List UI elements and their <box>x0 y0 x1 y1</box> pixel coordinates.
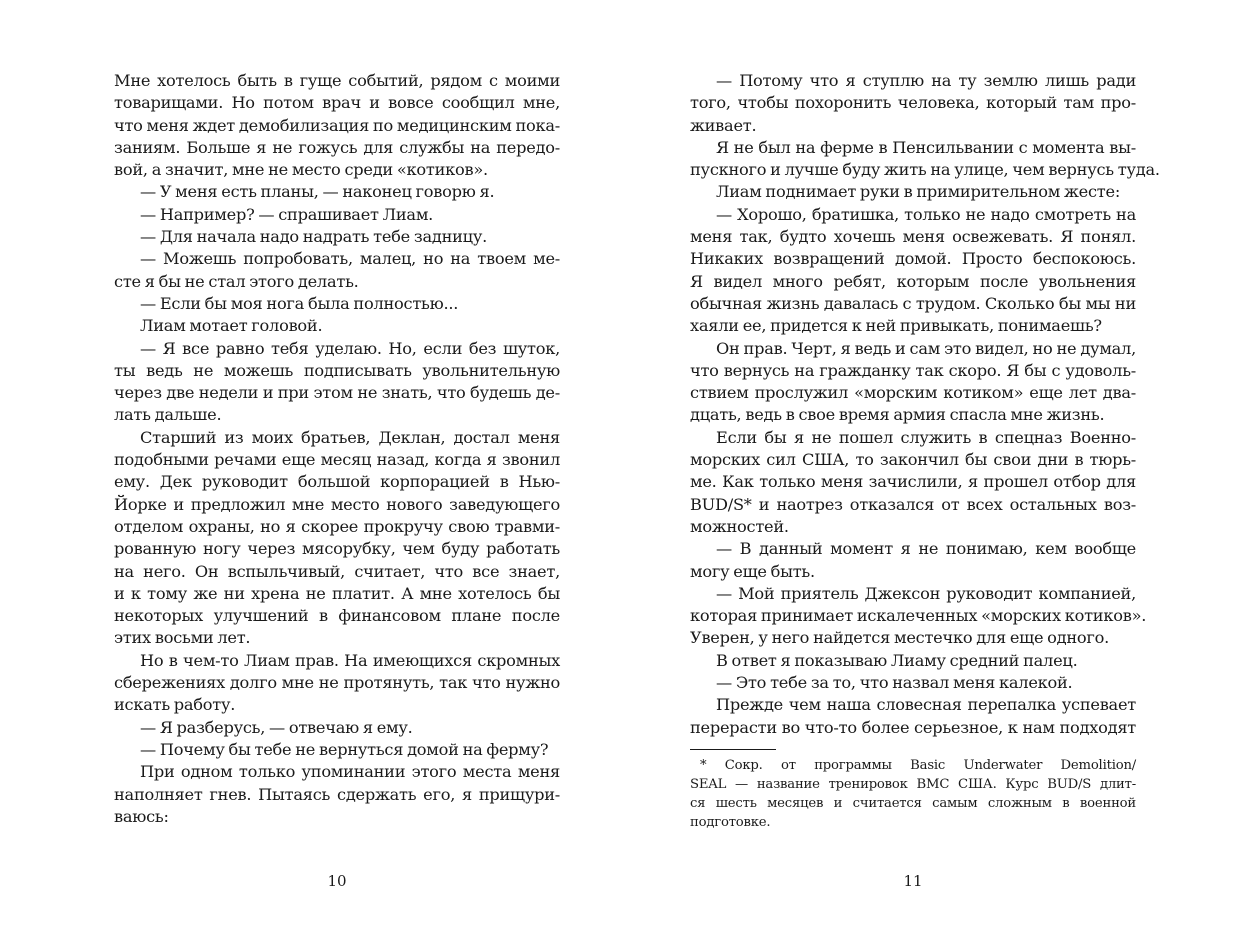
text-line: на него. Он вспыльчивый, считает, что все знает, <box>114 561 560 581</box>
text-line: — Потому что я ступлю на ту землю лишь ради <box>716 71 1136 90</box>
text-line: — Я все равно тебя уделаю. Но, если без шуток, <box>140 338 560 358</box>
text-line: этих восьми лет. <box>114 628 251 648</box>
text-line: и к тому же ни хрена не платит. А мне хотелось бы <box>114 583 560 603</box>
text-line: — Хорошо, братишка, только не надо смотреть на <box>716 204 1136 224</box>
text-line: Мне хотелось быть в гуще событий, рядом с моими <box>114 71 560 90</box>
text-line: через две недели и при этом не знать, что будешь де- <box>114 383 560 403</box>
text-line: — Если бы моя нога была полностью... <box>140 293 459 313</box>
text-line: Если бы я не пошел служить в спецназ Военно- <box>716 427 1136 447</box>
text-line: — Почему бы тебе не вернуться домой на ферму? <box>140 739 549 759</box>
left-page-text <box>114 70 560 828</box>
text-line: Но в чем-то Лиам прав. На имеющихся скромных <box>140 650 560 670</box>
text-line: могу еще быть. <box>690 561 815 581</box>
footnote <box>690 756 1136 832</box>
text-line: Прежде чем наша словесная перепалка успевает <box>716 695 1136 715</box>
text-line: морских сил США, то закончил бы свои дни в тюрь- <box>690 450 1136 470</box>
text-line: Он прав. Черт, я ведь и сам это видел, но не думал, <box>716 338 1136 358</box>
left-page <box>114 70 560 828</box>
text-line: — У меня есть планы, — наконец говорю я. <box>140 182 495 202</box>
text-line: некоторых улучшений в финансовом плане после <box>114 606 560 626</box>
text-line: ме. Как только меня зачислили, я прошел отбор для <box>690 472 1136 492</box>
text-line: можностей. <box>690 516 789 536</box>
text-line: перерасти во что-то более серьезное, к нам подходят <box>690 717 1136 737</box>
page-number-right: 11 <box>903 872 923 890</box>
footnote-line: * Сокр. от программы Basic Underwater Demolition/ <box>700 757 1136 773</box>
page-number-left: 10 <box>327 872 347 890</box>
text-line: того, чтобы похоронить человека, который там про- <box>690 93 1136 113</box>
text-line: ваюсь: <box>114 806 169 826</box>
text-line: заниям. Больше я не гожусь для службы на передо- <box>114 137 560 157</box>
text-line: товарищами. Но потом врач и вовсе сообщил мне, <box>114 93 560 113</box>
text-line: искать работу. <box>114 695 236 715</box>
text-line: наполняет гнев. Пытаясь сдержать его, я прищури- <box>114 784 560 804</box>
text-line: лать дальше. <box>114 405 222 425</box>
text-line: ему. Дек руководит большой корпорацией в Нью- <box>114 472 560 492</box>
text-line: вой, а значит, мне не место среди «котиков». <box>114 160 488 180</box>
text-line: — Это тебе за то, что назвал меня калекой. <box>716 673 1073 693</box>
text-line: Йорке и предложил мне место нового заведующего <box>114 494 560 514</box>
text-line: При одном только упоминании этого места меня <box>140 762 560 782</box>
right-page-text <box>690 70 1160 739</box>
footnote-line: подготовке. <box>690 814 771 830</box>
text-line: Лиам мотает головой. <box>140 316 323 336</box>
text-line: ты ведь не можешь подписывать увольнительную <box>114 360 560 380</box>
text-line: отделом охраны, но я скорее прокручу свою травми- <box>114 516 560 536</box>
text-line: хаяли ее, придется к ней привыкать, понимаешь? <box>690 316 1102 336</box>
text-line: Лиам поднимает руки в примирительном жесте: <box>716 182 1121 202</box>
text-line: — Можешь попробовать, малец, но на твоем ме- <box>140 249 560 269</box>
text-line: обычная жизнь давалась с трудом. Сколько бы мы ни <box>690 293 1136 313</box>
text-line: — Например? — спрашивает Лиам. <box>140 204 434 224</box>
text-line: сбережениях долго мне не протянуть, так что нужно <box>114 673 560 693</box>
text-line: — Мой приятель Джексон руководит компанией, <box>716 583 1136 603</box>
text-line: — Для начала надо надрать тебе задницу. <box>140 227 487 247</box>
text-line: пускного и лучше буду жить на улице, чем вернусь туда. <box>690 160 1160 180</box>
text-line: что вернусь на гражданку так скоро. Я бы с удоволь- <box>690 360 1136 380</box>
text-line: меня так, будто хочешь меня освежевать. Я понял. <box>690 227 1136 247</box>
footnote-line: SEAL — название тренировок ВМС США. Курс BUD/S длит- <box>690 776 1136 792</box>
text-line: В ответ я показываю Лиаму средний палец. <box>716 650 1078 670</box>
text-line: — Я разберусь, — отвечаю я ему. <box>140 717 413 737</box>
footnote-line: ся шесть месяцев и считается самым сложным в военной <box>690 795 1136 811</box>
text-line: Никаких возвращений домой. Просто беспокоюсь. <box>690 249 1136 269</box>
text-line: что меня ждет демобилизация по медицинским пока- <box>114 115 561 135</box>
text-line: которая принимает искалеченных «морских котиков». <box>690 606 1147 626</box>
text-line: дцать, ведь в свое время армия спасла мне жизнь. <box>690 405 1105 425</box>
text-line: подобными речами еще месяц назад, когда я звонил <box>114 450 560 470</box>
footnote-separator <box>690 749 776 750</box>
text-line: — В данный момент я не понимаю, кем вообще <box>716 539 1136 559</box>
text-line: ствием прослужил «морским котиком» еще лет два- <box>690 383 1136 403</box>
text-line: сте я бы не стал этого делать. <box>114 271 359 291</box>
text-line: BUD/S* и наотрез отказался от всех остальных воз- <box>690 494 1136 514</box>
text-line: живает. <box>690 115 757 135</box>
text-line: Я видел много ребят, которым после увольнения <box>690 271 1136 291</box>
text-line: рованную ногу через мясорубку, чем буду работать <box>114 539 560 559</box>
text-line: Уверен, у него найдется местечко для еще одного. <box>690 628 1110 648</box>
text-line: Старший из моих братьев, Деклан, достал меня <box>140 427 560 447</box>
right-page <box>690 70 1160 832</box>
text-line: Я не был на ферме в Пенсильвании с момента вы- <box>716 137 1136 157</box>
